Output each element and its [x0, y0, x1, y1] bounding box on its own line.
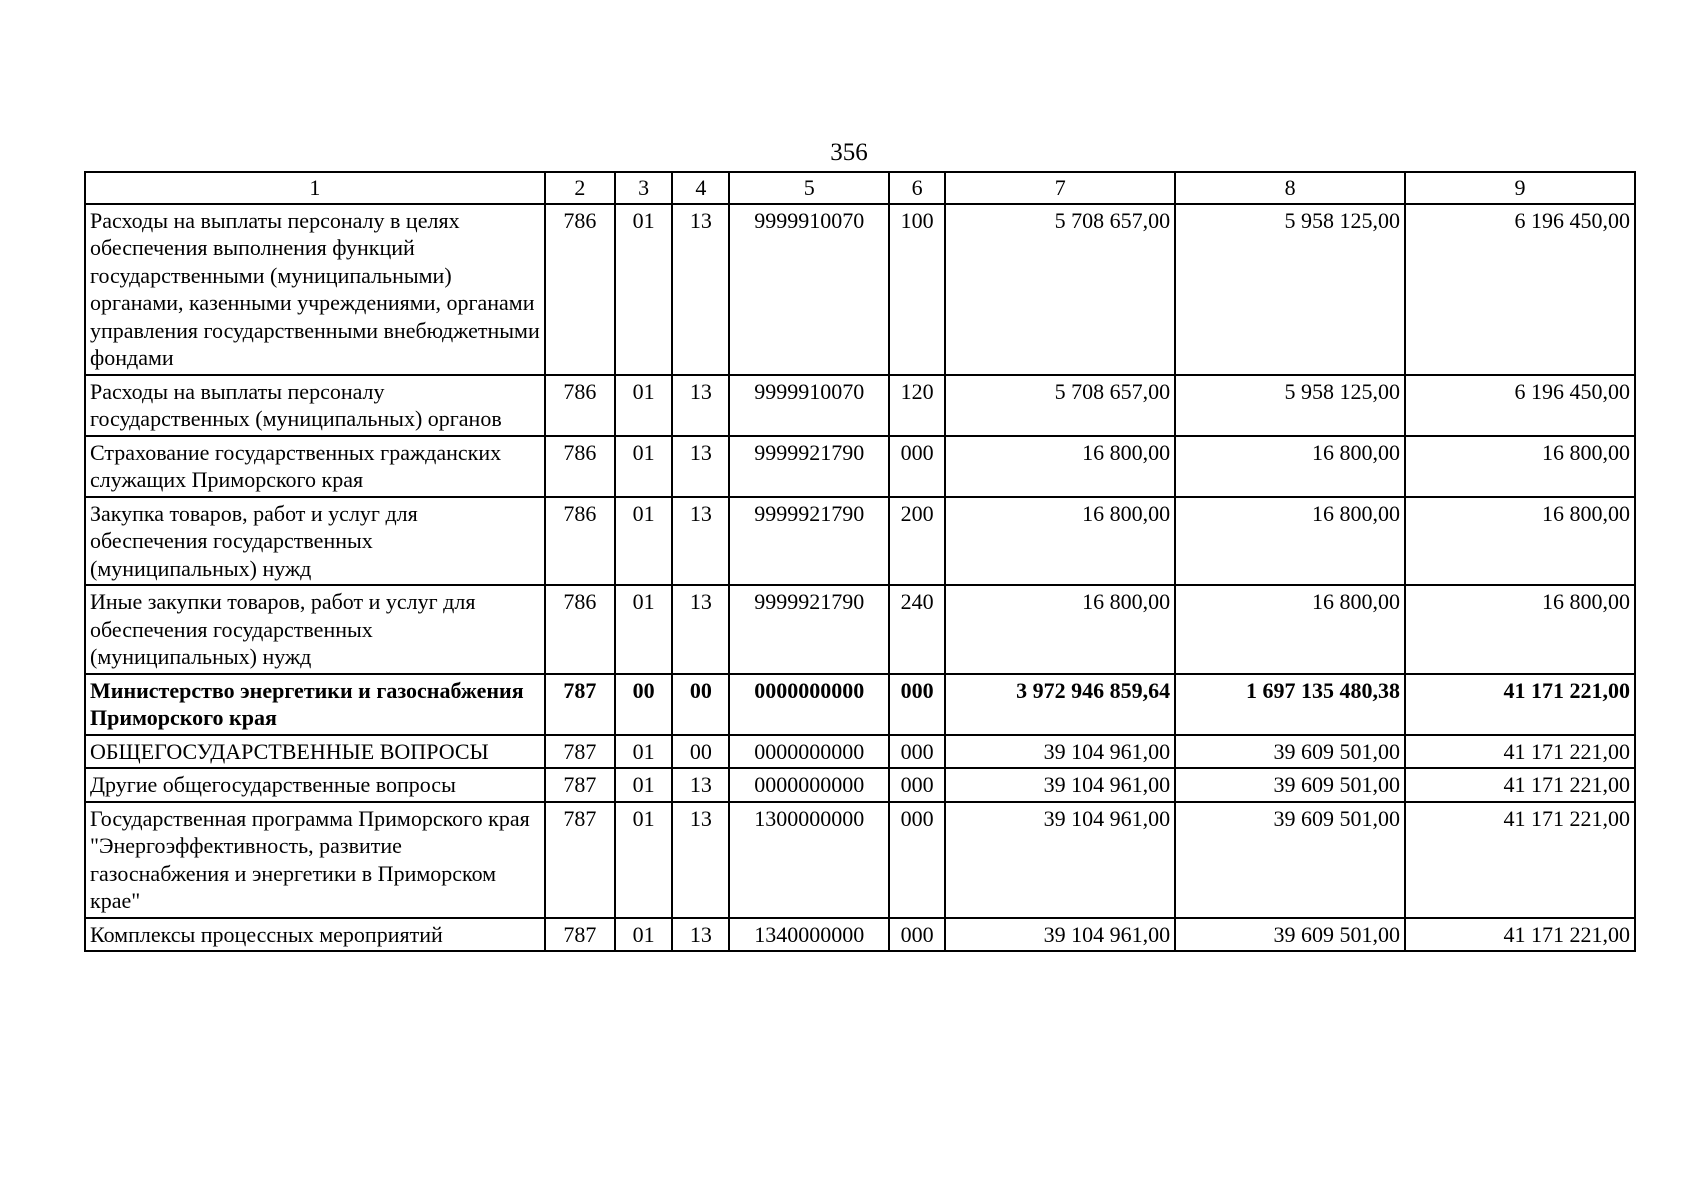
target-article-code: 0000000000: [729, 674, 889, 735]
page-number: 356: [830, 139, 868, 166]
section-code: 01: [615, 918, 672, 952]
amount-col-8: 39 609 501,00: [1175, 918, 1405, 952]
table-row: [85, 674, 1635, 735]
target-article-code: 9999910070: [729, 375, 889, 436]
ministry-code: 787: [545, 918, 615, 952]
expense-name: Расходы на выплаты персоналу в целях обеспечения выполнения функций государственными (муниципальными) органами, казенными учреждениями, органами управления государственными внебюджетными фондами: [85, 204, 545, 375]
amount-col-9: 41 171 221,00: [1405, 674, 1635, 735]
target-article-code: 0000000000: [729, 768, 889, 802]
section-code: 00: [615, 674, 672, 735]
subsection-code: 13: [672, 204, 729, 375]
amount-col-9: 41 171 221,00: [1405, 768, 1635, 802]
table-row: [85, 918, 1635, 952]
subsection-code: 13: [672, 585, 729, 674]
amount-col-9: 41 171 221,00: [1405, 802, 1635, 918]
budget-table: [84, 171, 1636, 952]
subsection-code: 00: [672, 674, 729, 735]
amount-col-9: 41 171 221,00: [1405, 735, 1635, 769]
expense-name: Иные закупки товаров, работ и услуг для обеспечения государственных (муниципальных) нужд: [85, 585, 545, 674]
table-row: [85, 768, 1635, 802]
expense-type-code: 000: [889, 735, 945, 769]
column-header: 7: [945, 172, 1175, 204]
ministry-code: 786: [545, 204, 615, 375]
amount-col-8: 39 609 501,00: [1175, 768, 1405, 802]
ministry-code: 787: [545, 674, 615, 735]
column-header: 3: [615, 172, 672, 204]
expense-name: Государственная программа Приморского края "Энергоэффективность, развитие газоснабжения и энергетики в Приморском крае": [85, 802, 545, 918]
amount-col-7: 5 708 657,00: [945, 375, 1175, 436]
amount-col-8: 5 958 125,00: [1175, 375, 1405, 436]
expense-type-code: 100: [889, 204, 945, 375]
amount-col-7: 16 800,00: [945, 436, 1175, 497]
table-body: [85, 204, 1635, 952]
table-row: [85, 204, 1635, 375]
column-header: 8: [1175, 172, 1405, 204]
header-row: [85, 172, 1635, 204]
ministry-code: 787: [545, 735, 615, 769]
amount-col-8: 16 800,00: [1175, 585, 1405, 674]
table-row: [85, 802, 1635, 918]
section-code: 01: [615, 802, 672, 918]
amount-col-8: 16 800,00: [1175, 497, 1405, 586]
section-code: 01: [615, 585, 672, 674]
column-header: 5: [729, 172, 889, 204]
table-row: [85, 375, 1635, 436]
column-header: 4: [672, 172, 729, 204]
amount-col-8: 1 697 135 480,38: [1175, 674, 1405, 735]
amount-col-7: 5 708 657,00: [945, 204, 1175, 375]
expense-name: Страхование государственных гражданских служащих Приморского края: [85, 436, 545, 497]
target-article-code: 9999921790: [729, 585, 889, 674]
amount-col-7: 16 800,00: [945, 585, 1175, 674]
expense-type-code: 000: [889, 802, 945, 918]
subsection-code: 13: [672, 375, 729, 436]
column-header: 9: [1405, 172, 1635, 204]
expense-type-code: 000: [889, 674, 945, 735]
target-article-code: 1340000000: [729, 918, 889, 952]
expense-type-code: 240: [889, 585, 945, 674]
ministry-code: 786: [545, 375, 615, 436]
expense-type-code: 120: [889, 375, 945, 436]
ministry-code: 786: [545, 585, 615, 674]
ministry-code: 786: [545, 436, 615, 497]
column-header: 1: [85, 172, 545, 204]
amount-col-9: 6 196 450,00: [1405, 375, 1635, 436]
expense-name: Другие общегосударственные вопросы: [85, 768, 545, 802]
ministry-code: 786: [545, 497, 615, 586]
table-row: [85, 585, 1635, 674]
target-article-code: 1300000000: [729, 802, 889, 918]
amount-col-9: 16 800,00: [1405, 436, 1635, 497]
amount-col-7: 39 104 961,00: [945, 768, 1175, 802]
amount-col-8: 39 609 501,00: [1175, 802, 1405, 918]
section-code: 01: [615, 768, 672, 802]
target-article-code: 9999910070: [729, 204, 889, 375]
expense-name: Комплексы процессных мероприятий: [85, 918, 545, 952]
column-header: 2: [545, 172, 615, 204]
section-code: 01: [615, 375, 672, 436]
target-article-code: 9999921790: [729, 497, 889, 586]
amount-col-7: 3 972 946 859,64: [945, 674, 1175, 735]
amount-col-8: 16 800,00: [1175, 436, 1405, 497]
amount-col-9: 6 196 450,00: [1405, 204, 1635, 375]
amount-col-9: 16 800,00: [1405, 585, 1635, 674]
table-row: [85, 436, 1635, 497]
subsection-code: 13: [672, 802, 729, 918]
target-article-code: 9999921790: [729, 436, 889, 497]
expense-type-code: 200: [889, 497, 945, 586]
expense-name: Министерство энергетики и газоснабжения Приморского края: [85, 674, 545, 735]
column-header: 6: [889, 172, 945, 204]
amount-col-9: 16 800,00: [1405, 497, 1635, 586]
expense-type-code: 000: [889, 768, 945, 802]
expense-name: Закупка товаров, работ и услуг для обеспечения государственных (муниципальных) нужд: [85, 497, 545, 586]
table-row: [85, 735, 1635, 769]
section-code: 01: [615, 735, 672, 769]
subsection-code: 13: [672, 497, 729, 586]
expense-name: ОБЩЕГОСУДАРСТВЕННЫЕ ВОПРОСЫ: [85, 735, 545, 769]
amount-col-7: 16 800,00: [945, 497, 1175, 586]
amount-col-8: 39 609 501,00: [1175, 735, 1405, 769]
section-code: 01: [615, 204, 672, 375]
amount-col-7: 39 104 961,00: [945, 918, 1175, 952]
ministry-code: 787: [545, 768, 615, 802]
expense-type-code: 000: [889, 918, 945, 952]
amount-col-7: 39 104 961,00: [945, 735, 1175, 769]
amount-col-7: 39 104 961,00: [945, 802, 1175, 918]
subsection-code: 13: [672, 436, 729, 497]
ministry-code: 787: [545, 802, 615, 918]
section-code: 01: [615, 497, 672, 586]
section-code: 01: [615, 436, 672, 497]
subsection-code: 13: [672, 918, 729, 952]
subsection-code: 13: [672, 768, 729, 802]
expense-type-code: 000: [889, 436, 945, 497]
amount-col-9: 41 171 221,00: [1405, 918, 1635, 952]
expense-name: Расходы на выплаты персоналу государственных (муниципальных) органов: [85, 375, 545, 436]
amount-col-8: 5 958 125,00: [1175, 204, 1405, 375]
subsection-code: 00: [672, 735, 729, 769]
table-row: [85, 497, 1635, 586]
target-article-code: 0000000000: [729, 735, 889, 769]
